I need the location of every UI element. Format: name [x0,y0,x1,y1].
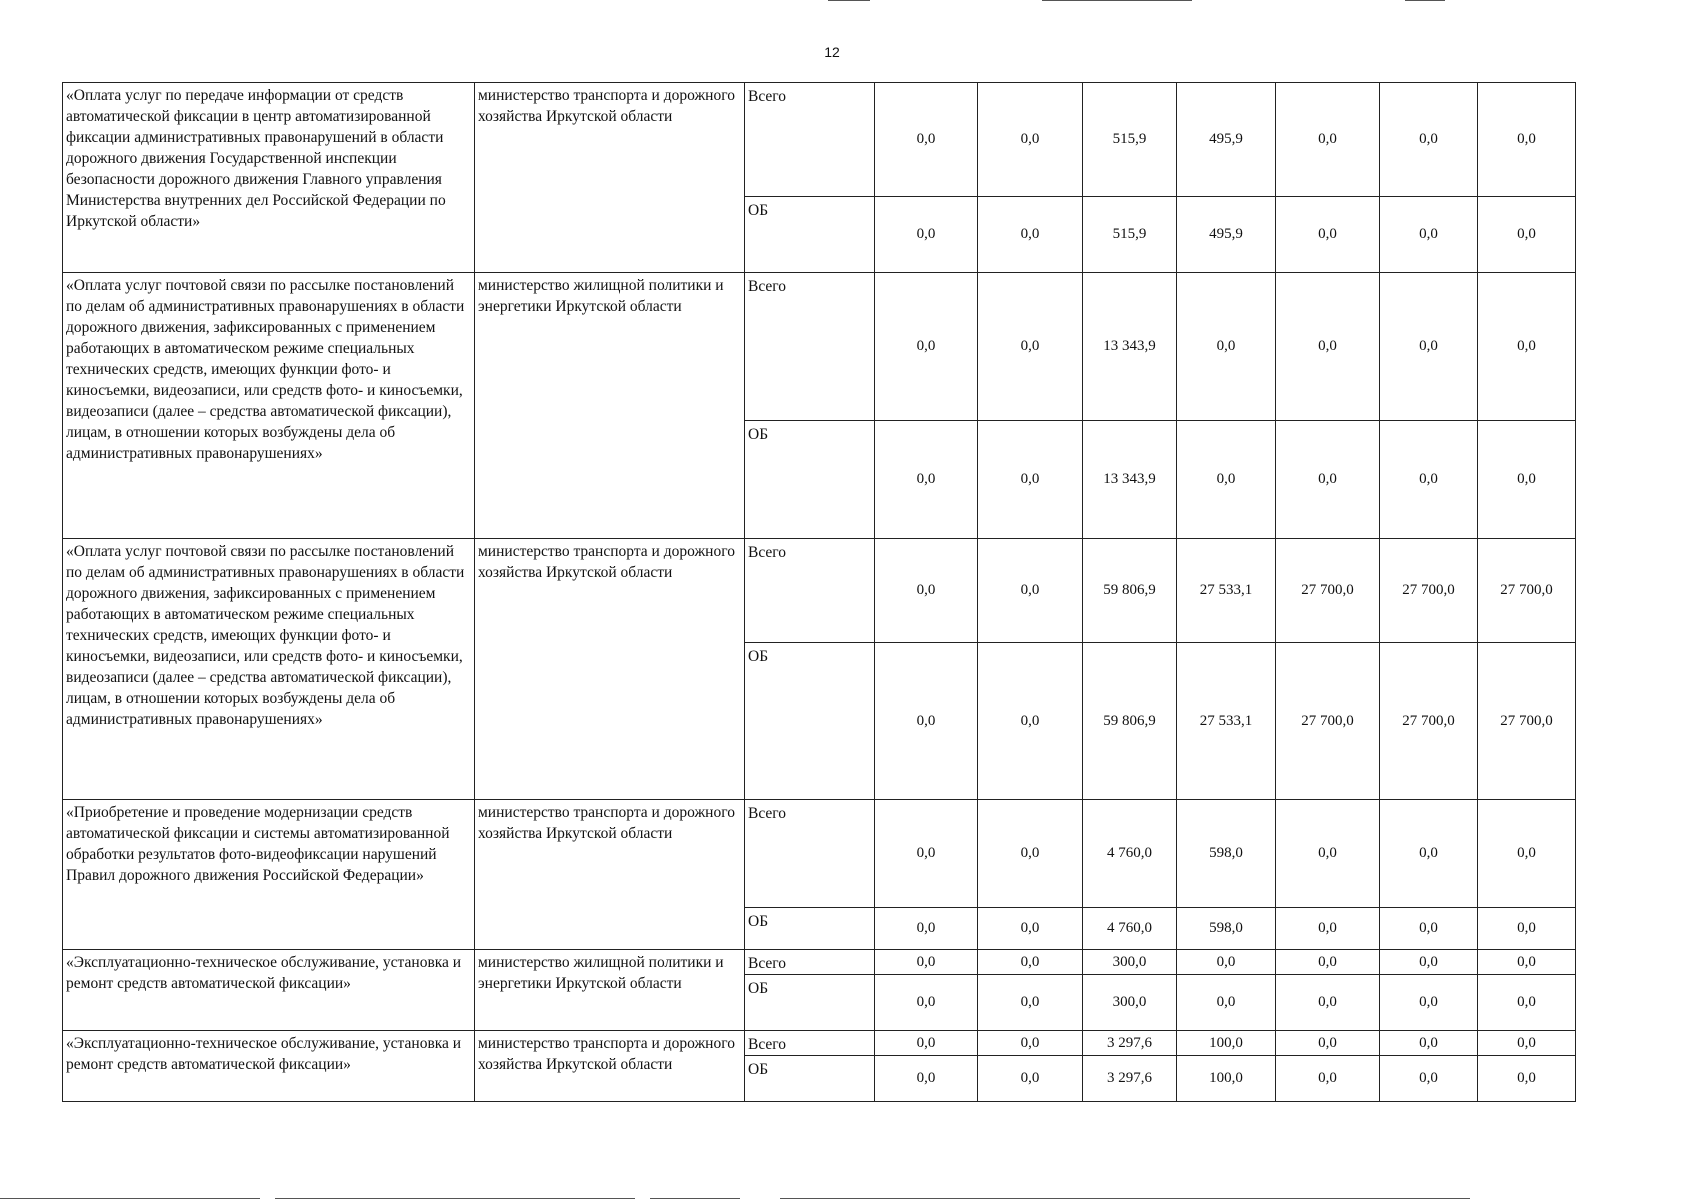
value-cell: 0,0 [875,1056,978,1102]
value-cell: 0,0 [1478,197,1576,273]
value-cell: 0,0 [978,643,1083,800]
value-cell: 0,0 [875,950,978,975]
value-cell: 100,0 [1177,1056,1276,1102]
value-cell: 515,9 [1083,83,1177,197]
value-cell: 0,0 [1276,908,1380,950]
event-name-cell: «Эксплуатационно-техническое обслуживание, установка и ремонт средств автоматической фиксации» [63,1031,475,1102]
value-cell: 0,0 [1478,273,1576,421]
value-cell: 3 297,6 [1083,1056,1177,1102]
value-cell: 0,0 [1380,950,1478,975]
value-cell: 0,0 [875,421,978,539]
value-cell: 0,0 [1276,1031,1380,1056]
value-cell: 0,0 [1177,975,1276,1031]
value-cell: 0,0 [1380,1056,1478,1102]
value-cell: 300,0 [1083,975,1177,1031]
funding-source-cell: Всего [745,950,875,975]
value-cell: 4 760,0 [1083,908,1177,950]
value-cell: 0,0 [1478,800,1576,908]
value-cell: 0,0 [978,908,1083,950]
value-cell: 0,0 [1276,197,1380,273]
funding-source-cell: ОБ [745,1056,875,1102]
value-cell: 27 700,0 [1478,539,1576,643]
value-cell: 0,0 [1380,421,1478,539]
value-cell: 13 343,9 [1083,273,1177,421]
executor-cell: министерство жилищной политики и энергетики Иркутской области [475,950,745,1031]
funding-source-cell: ОБ [745,908,875,950]
value-cell: 0,0 [1478,975,1576,1031]
funding-table [62,82,1576,1102]
scan-artifact-line [1405,0,1445,1]
value-cell: 0,0 [1478,950,1576,975]
executor-cell: министерство транспорта и дорожного хозяйства Иркутской области [475,1031,745,1102]
value-cell: 0,0 [1177,950,1276,975]
value-cell: 0,0 [1276,421,1380,539]
event-name-cell: «Оплата услуг по передаче информации от средств автоматической фиксации в центр автоматизированной фиксации административных правонарушений в области дорожного движения Государственной инспекции безопасности дорожного движения Главного управления Министерства внутренних дел Российской Федерации по Иркутской области» [63,83,475,273]
page-number: 12 [824,44,840,60]
value-cell: 3 297,6 [1083,1031,1177,1056]
table-row [63,273,1576,421]
value-cell: 0,0 [1177,421,1276,539]
funding-source-cell: ОБ [745,197,875,273]
value-cell: 0,0 [1276,83,1380,197]
value-cell: 0,0 [1478,1031,1576,1056]
value-cell: 0,0 [875,273,978,421]
value-cell: 0,0 [875,643,978,800]
value-cell: 0,0 [978,197,1083,273]
scan-artifact-line [0,1198,260,1199]
value-cell: 27 700,0 [1380,643,1478,800]
value-cell: 0,0 [1380,800,1478,908]
funding-source-cell: ОБ [745,421,875,539]
value-cell: 0,0 [978,1031,1083,1056]
value-cell: 495,9 [1177,197,1276,273]
value-cell: 0,0 [978,421,1083,539]
event-name-cell: «Оплата услуг почтовой связи по рассылке постановлений по делам об административных правонарушениях в области дорожного движения, зафиксированных с применением работающих в автоматическом режиме специальных технических средств, имеющих функции фото- и киносъемки, видеозаписи, или средств фото- и киносъемки, видеозаписи (далее – средства автоматической фиксации), лицам, в отношении которых возбуждены дела об административных правонарушениях» [63,273,475,539]
value-cell: 27 700,0 [1276,643,1380,800]
value-cell: 0,0 [1276,975,1380,1031]
scan-artifact-line [275,1198,635,1199]
executor-cell: министерство транспорта и дорожного хозяйства Иркутской области [475,800,745,950]
funding-source-cell: Всего [745,83,875,197]
value-cell: 0,0 [1478,908,1576,950]
value-cell: 27 700,0 [1380,539,1478,643]
value-cell: 0,0 [875,975,978,1031]
value-cell: 0,0 [1177,273,1276,421]
value-cell: 0,0 [875,1031,978,1056]
value-cell: 0,0 [875,539,978,643]
event-name-cell: «Эксплуатационно-техническое обслуживание, установка и ремонт средств автоматической фиксации» [63,950,475,1031]
value-cell: 59 806,9 [1083,539,1177,643]
scan-artifact-line [650,1198,740,1199]
value-cell: 0,0 [1380,83,1478,197]
value-cell: 0,0 [1276,273,1380,421]
value-cell: 0,0 [1276,800,1380,908]
value-cell: 0,0 [1380,908,1478,950]
value-cell: 0,0 [875,197,978,273]
funding-source-cell: Всего [745,273,875,421]
value-cell: 0,0 [1478,83,1576,197]
value-cell: 0,0 [1380,273,1478,421]
value-cell: 0,0 [875,83,978,197]
value-cell: 598,0 [1177,908,1276,950]
value-cell: 0,0 [1380,975,1478,1031]
value-cell: 27 700,0 [1276,539,1380,643]
table-row [63,800,1576,908]
funding-source-cell: Всего [745,539,875,643]
value-cell: 0,0 [978,800,1083,908]
value-cell: 0,0 [978,950,1083,975]
scan-artifact-line [780,1198,1470,1199]
value-cell: 0,0 [1276,1056,1380,1102]
value-cell: 4 760,0 [1083,800,1177,908]
value-cell: 515,9 [1083,197,1177,273]
value-cell: 598,0 [1177,800,1276,908]
value-cell: 0,0 [875,800,978,908]
value-cell: 27 533,1 [1177,643,1276,800]
value-cell: 0,0 [978,1056,1083,1102]
funding-source-cell: ОБ [745,643,875,800]
value-cell: 0,0 [1478,1056,1576,1102]
value-cell: 27 533,1 [1177,539,1276,643]
table-row [63,539,1576,643]
value-cell: 0,0 [978,975,1083,1031]
value-cell: 13 343,9 [1083,421,1177,539]
executor-cell: министерство транспорта и дорожного хозяйства Иркутской области [475,83,745,273]
funding-source-cell: Всего [745,800,875,908]
value-cell: 0,0 [875,908,978,950]
value-cell: 0,0 [978,83,1083,197]
funding-source-cell: Всего [745,1031,875,1056]
event-name-cell: «Приобретение и проведение модернизации средств автоматической фиксации и системы автоматизированной обработки результатов фото-видеофиксации нарушений Правил дорожного движения Российской Федерации» [63,800,475,950]
scan-artifact-line [1042,0,1192,1]
funding-source-cell: ОБ [745,975,875,1031]
value-cell: 0,0 [1276,950,1380,975]
executor-cell: министерство транспорта и дорожного хозяйства Иркутской области [475,539,745,800]
value-cell: 27 700,0 [1478,643,1576,800]
scan-artifact-line [828,0,870,1]
table-row [63,1031,1576,1056]
value-cell: 0,0 [978,273,1083,421]
value-cell: 59 806,9 [1083,643,1177,800]
table-row [63,83,1576,197]
table-row [63,950,1576,975]
executor-cell: министерство жилищной политики и энергетики Иркутской области [475,273,745,539]
value-cell: 100,0 [1177,1031,1276,1056]
value-cell: 0,0 [978,539,1083,643]
value-cell: 495,9 [1177,83,1276,197]
value-cell: 0,0 [1380,197,1478,273]
value-cell: 0,0 [1478,421,1576,539]
value-cell: 0,0 [1380,1031,1478,1056]
value-cell: 300,0 [1083,950,1177,975]
event-name-cell: «Оплата услуг почтовой связи по рассылке постановлений по делам об административных правонарушениях в области дорожного движения, зафиксированных с применением работающих в автоматическом режиме специальных технических средств, имеющих функции фото- и киносъемки, видеозаписи, или средств фото- и киносъемки, видеозаписи (далее – средства автоматической фиксации), лицам, в отношении которых возбуждены дела об административных правонарушениях» [63,539,475,800]
